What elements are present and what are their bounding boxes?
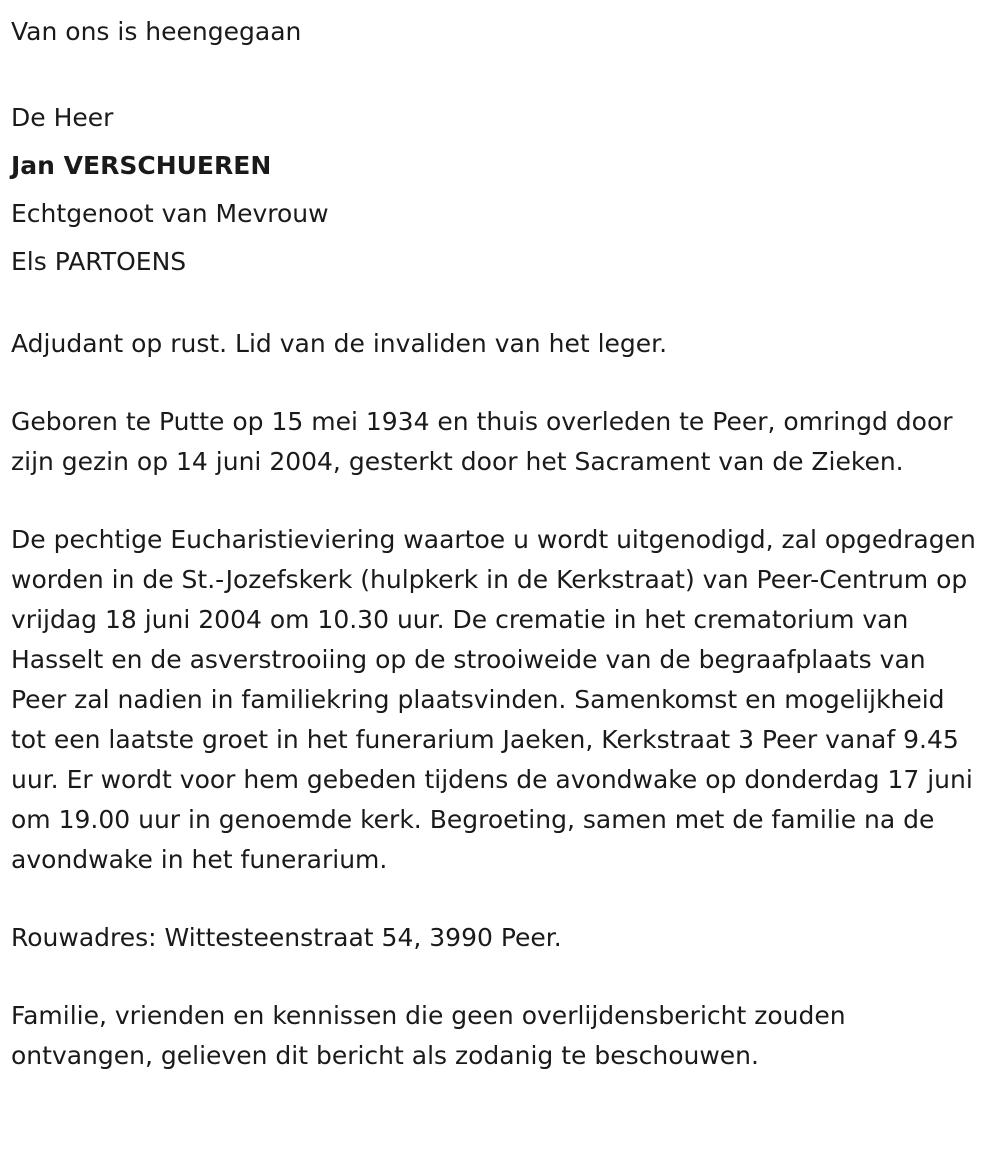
spouse-line: Echtgenoot van Mevrouw <box>11 199 329 228</box>
intro-text: Van ons is heengegaan <box>11 17 302 46</box>
address-text: Rouwadres: Wittesteenstraat 54, 3990 Peer. <box>11 923 562 952</box>
spouse-name: Els PARTOENS <box>11 247 187 276</box>
ceremony-text: De pechtige Eucharistieviering waartoe u wordt uitgenodigd, zal opgedragen worden in de St.-Jozefskerk (hulpkerk in de Kerkstraat) van Peer-Centrum op vrijdag 18 juni 2004 om 10.30 uur. De crematie in het crematorium van Hasselt en de asverstrooiing op de strooiweide van de begraafplaats van Peer zal nadien in familiekring plaatsvinden. Samenkomst en mogelijkheid tot een laatste groet in het funerarium Jaeken, Kerkstraat 3 Peer vanaf 9.45 uur. Er wordt voor hem gebeden tijdens de avondwake op donderdag 17 juni om 19.00 uur in genoemde kerk. Begroeting, samen met de familie na de avondwake in het funerarium. <box>11 525 976 874</box>
deceased-name: Jan VERSCHUEREN <box>11 151 272 180</box>
birth-death-text: Geboren te Putte op 15 mei 1934 en thuis overleden te Peer, omringd door zijn gezin op 14 juni 2004, gesterkt door het Sacrament van de Zieken. <box>11 407 953 476</box>
notice-text: Familie, vrienden en kennissen die geen overlijdensbericht zouden ontvangen, gelieven dit bericht als zodanig te beschouwen. <box>11 1001 846 1070</box>
salutation: De Heer <box>11 103 114 132</box>
occupation-text: Adjudant op rust. Lid van de invaliden van het leger. <box>11 329 668 358</box>
